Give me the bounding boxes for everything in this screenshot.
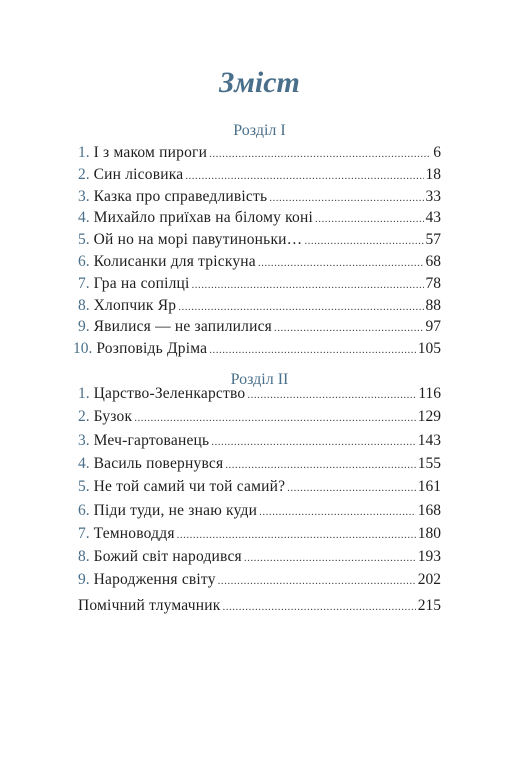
toc-entry-label: Меч-гартованець [93, 431, 210, 449]
toc-entry-label: Божий світ народився [93, 548, 242, 566]
toc-entry-number: 2. [78, 165, 90, 183]
toc-entry-label: Гра на сопілці [93, 274, 190, 292]
toc-entry-number: 5. [78, 478, 90, 496]
toc-entry-label: Михайло приїхав на білому коні [93, 209, 314, 227]
toc-entry[interactable] [78, 296, 441, 317]
toc-entry-page: 180 [417, 524, 441, 542]
leader-dots [185, 166, 423, 186]
toc-entry[interactable] [78, 187, 441, 208]
toc-entry[interactable] [78, 501, 441, 522]
page-title: Зміст [219, 66, 300, 99]
section-heading-2: Розділ II [230, 371, 289, 388]
toc-entry-page: 68 [425, 253, 441, 270]
toc-entry-label: Василь повернувся [93, 454, 224, 472]
toc-entry-number: 4. [78, 454, 90, 472]
toc-entry-number: 9. [78, 571, 90, 589]
toc-entry-label: Народження світу [93, 571, 216, 589]
toc-entry[interactable] [78, 454, 441, 475]
toc-entry-label: Розповідь Дріма [96, 340, 208, 358]
toc-entry-page: 78 [425, 274, 441, 292]
toc-entry[interactable] [78, 165, 441, 186]
toc-entry-number: 9. [78, 318, 90, 336]
toc-entry-number: 7. [78, 274, 90, 292]
toc-entry-page: 161 [417, 478, 441, 496]
toc-entry-page: 105 [417, 340, 441, 358]
toc-entry[interactable] [78, 384, 441, 405]
toc-entry-number: 3. [78, 431, 90, 449]
leader-dots [269, 188, 423, 208]
toc-entry[interactable] [78, 547, 441, 568]
toc-entry-number: 8. [78, 296, 90, 314]
leader-dots [218, 571, 416, 591]
toc-entry-page: 116 [418, 385, 441, 402]
leader-dots [244, 548, 416, 568]
toc-entry-label: Хлопчик Яр [93, 296, 177, 314]
toc-entry[interactable] [78, 230, 441, 251]
leader-dots [225, 455, 415, 475]
toc-entry-page: 18 [425, 165, 441, 183]
toc-entry-number: 8. [78, 548, 90, 566]
toc-entry-page: 6 [433, 144, 441, 161]
toc-entry-page: 202 [417, 571, 441, 589]
toc-entry[interactable] [78, 317, 441, 338]
leader-dots [259, 502, 416, 522]
toc-entry-page: 143 [417, 431, 441, 449]
toc-entry-number: 1. [78, 144, 90, 161]
toc-entry-number: 1. [78, 385, 90, 402]
toc-entry-label: Явилися — не запилилися [93, 318, 272, 336]
toc-entry[interactable] [78, 143, 441, 164]
leader-dots [211, 432, 415, 452]
toc-entry-label: Піди туди, не знаю куди [93, 501, 258, 519]
toc-entry-page: 88 [425, 296, 441, 314]
toc-entry-label: Колисанки для трiскуна [93, 253, 256, 270]
toc-entry-label: І з маком пироги [93, 144, 208, 161]
toc-entry[interactable] [78, 208, 441, 229]
toc-entry-page: 57 [425, 231, 441, 249]
toc-entry[interactable] [78, 431, 441, 452]
leader-dots [209, 144, 431, 164]
toc-entry[interactable] [78, 477, 441, 498]
toc-entry-number: 3. [78, 187, 90, 205]
toc-entry-page: 97 [425, 318, 441, 336]
toc-entry-number: 6. [78, 253, 90, 270]
leader-dots [247, 385, 416, 405]
toc-entry-appendix[interactable] [78, 596, 441, 617]
toc-entry-number: 6. [78, 501, 90, 519]
toc-entry-page: 155 [417, 454, 441, 472]
toc-entry-page: 168 [417, 501, 441, 519]
toc-entry-number: 4. [78, 209, 90, 227]
toc-entry-number: 10. [73, 340, 93, 358]
leader-dots [304, 231, 423, 251]
leader-dots [222, 597, 415, 617]
toc-entry-label: Бузок [93, 408, 133, 426]
toc-entry-label: Помічний тлумачник [78, 597, 221, 614]
leader-dots [178, 297, 423, 317]
toc-entry-page: 43 [425, 209, 441, 227]
toc-entry-label: Темноводдя [93, 524, 175, 542]
toc-entry-label: Казка про справедливість [93, 187, 268, 205]
toc-entry-number: 7. [78, 524, 90, 542]
toc-entry-label: Син лісовика [93, 165, 184, 183]
leader-dots [177, 525, 416, 545]
toc-entry-number: 5. [78, 231, 90, 249]
leader-dots [315, 209, 423, 229]
toc-entry-label: Не той самий чи той самий? [93, 478, 286, 496]
leader-dots [134, 408, 416, 428]
toc-entry[interactable] [78, 274, 441, 295]
toc-entry-number: 2. [78, 408, 90, 426]
leader-dots [258, 253, 424, 273]
toc-entry-page: 215 [417, 597, 441, 614]
leader-dots [274, 318, 424, 338]
toc-entry[interactable] [78, 252, 441, 273]
toc-entry-label: Ой но на морі павутиноньки… [93, 231, 303, 249]
section-heading-1: Розділ I [233, 122, 286, 139]
toc-entry[interactable] [78, 407, 441, 428]
toc-entry[interactable] [78, 524, 441, 545]
toc-entry[interactable] [73, 339, 441, 360]
toc-entry-page: 193 [417, 548, 441, 566]
leader-dots [192, 275, 424, 295]
toc-entry[interactable] [78, 570, 441, 591]
toc-entry-page: 129 [417, 408, 441, 426]
toc-entry-page: 33 [425, 187, 441, 205]
leader-dots [209, 340, 416, 360]
leader-dots [287, 478, 416, 498]
toc-entry-label: Царство-Зеленкарство [93, 385, 246, 402]
